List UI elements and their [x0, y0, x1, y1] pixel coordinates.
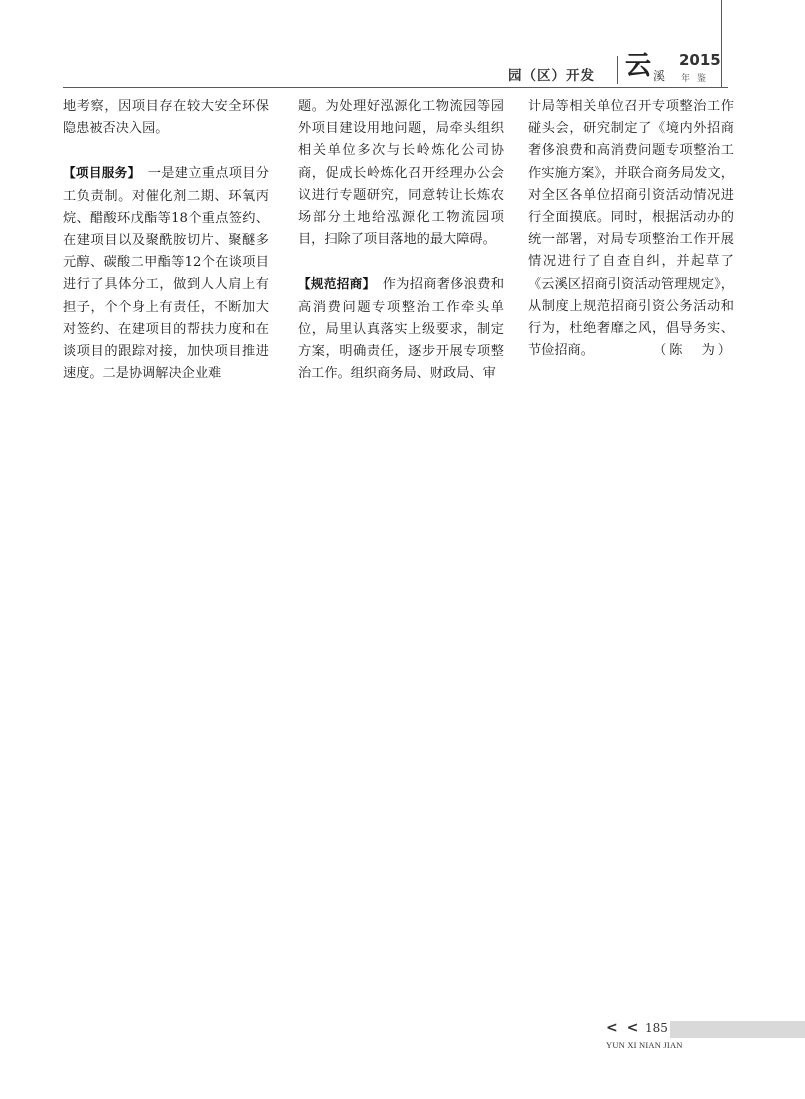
- paragraph: [63, 162, 269, 385]
- page-number: 185: [645, 1021, 668, 1035]
- author-credit: （陈 为）: [653, 343, 734, 359]
- section-title: 园（区）开发: [508, 68, 595, 84]
- paragraph-text: 计局等相关单位召开专项整治工作碰头会，研究制定了《境内外招商奢侈浪费和高消费问题专项整治工作实施方案》，并联合商务局发文，对全区各单位招商引资活动情况进行全面摸底。同时，根据活动办的统一部署，对局专项整治工作开展情况进行了自查自纠，并起草了《云溪区招商引资活动管理规定》，从制度上规范招商引资公务活动和行为，杜绝奢靡之风，倡导务实、节俭招商。: [528, 99, 734, 359]
- paragraph-text: 一是建立重点项目分工负责制。对催化剂二期、环氧丙烷、醋酸环戊酯等18个重点签约、在建项目以及聚酰胺切片、聚醚多元醇、碳酸二甲酯等12个在谈项目进行了具体分工，做到人人肩上有担子，个个身上有责任，不断加大对签约、在建项目的帮扶力度和在谈项目的跟踪对接，加快项目推进速度。二是协调解决企业难: [63, 166, 270, 382]
- yearbook-label: 年鉴: [681, 74, 714, 84]
- header-rule: [63, 87, 728, 88]
- header-separator: [617, 56, 618, 84]
- header-vertical-rule: [721, 0, 722, 88]
- paragraph: [528, 96, 734, 362]
- paragraph-gap: [63, 140, 269, 162]
- paragraph: [298, 96, 504, 251]
- yearbook-logo-sub: 溪: [653, 69, 666, 83]
- text-column-3: [528, 96, 734, 362]
- footer-pinyin: YUN XI NIAN JIAN: [606, 1040, 683, 1050]
- text-column-1: [63, 96, 269, 385]
- paragraph-text: 题。为处理好泓源化工物流园等园外项目建设用地问题，局牵头组织相关单位多次与长岭炼化公司协商，促成长岭炼化召开经理办公会议进行专题研究，同意转让长炼农场部分土地给泓源化工物流园项目，扫除了项目落地的最大障碍。: [298, 99, 504, 248]
- paragraph-gap: [298, 251, 504, 273]
- paragraph-text: 作为招商奢侈浪费和高消费问题专项整治工作牵头单位，局里认真落实上级要求，制定方案，明确责任，逐步开展专项整治工作。组织商务局、财政局、审: [298, 277, 505, 382]
- page-arrows-icon: < <: [606, 1020, 641, 1036]
- footer-bar: [670, 1021, 805, 1038]
- yearbook-year: 2015: [679, 51, 721, 69]
- yearbook-logo-main: 云: [625, 51, 652, 81]
- paragraph-text: 地考察，因项目存在较大安全环保隐患被否决入园。: [63, 99, 269, 137]
- paragraph: [63, 96, 269, 140]
- text-column-2: [298, 96, 504, 385]
- section-tag-standardize-investment: 【规范招商】: [298, 276, 370, 292]
- paragraph: [298, 273, 504, 385]
- section-tag-project-service: 【项目服务】: [63, 165, 135, 181]
